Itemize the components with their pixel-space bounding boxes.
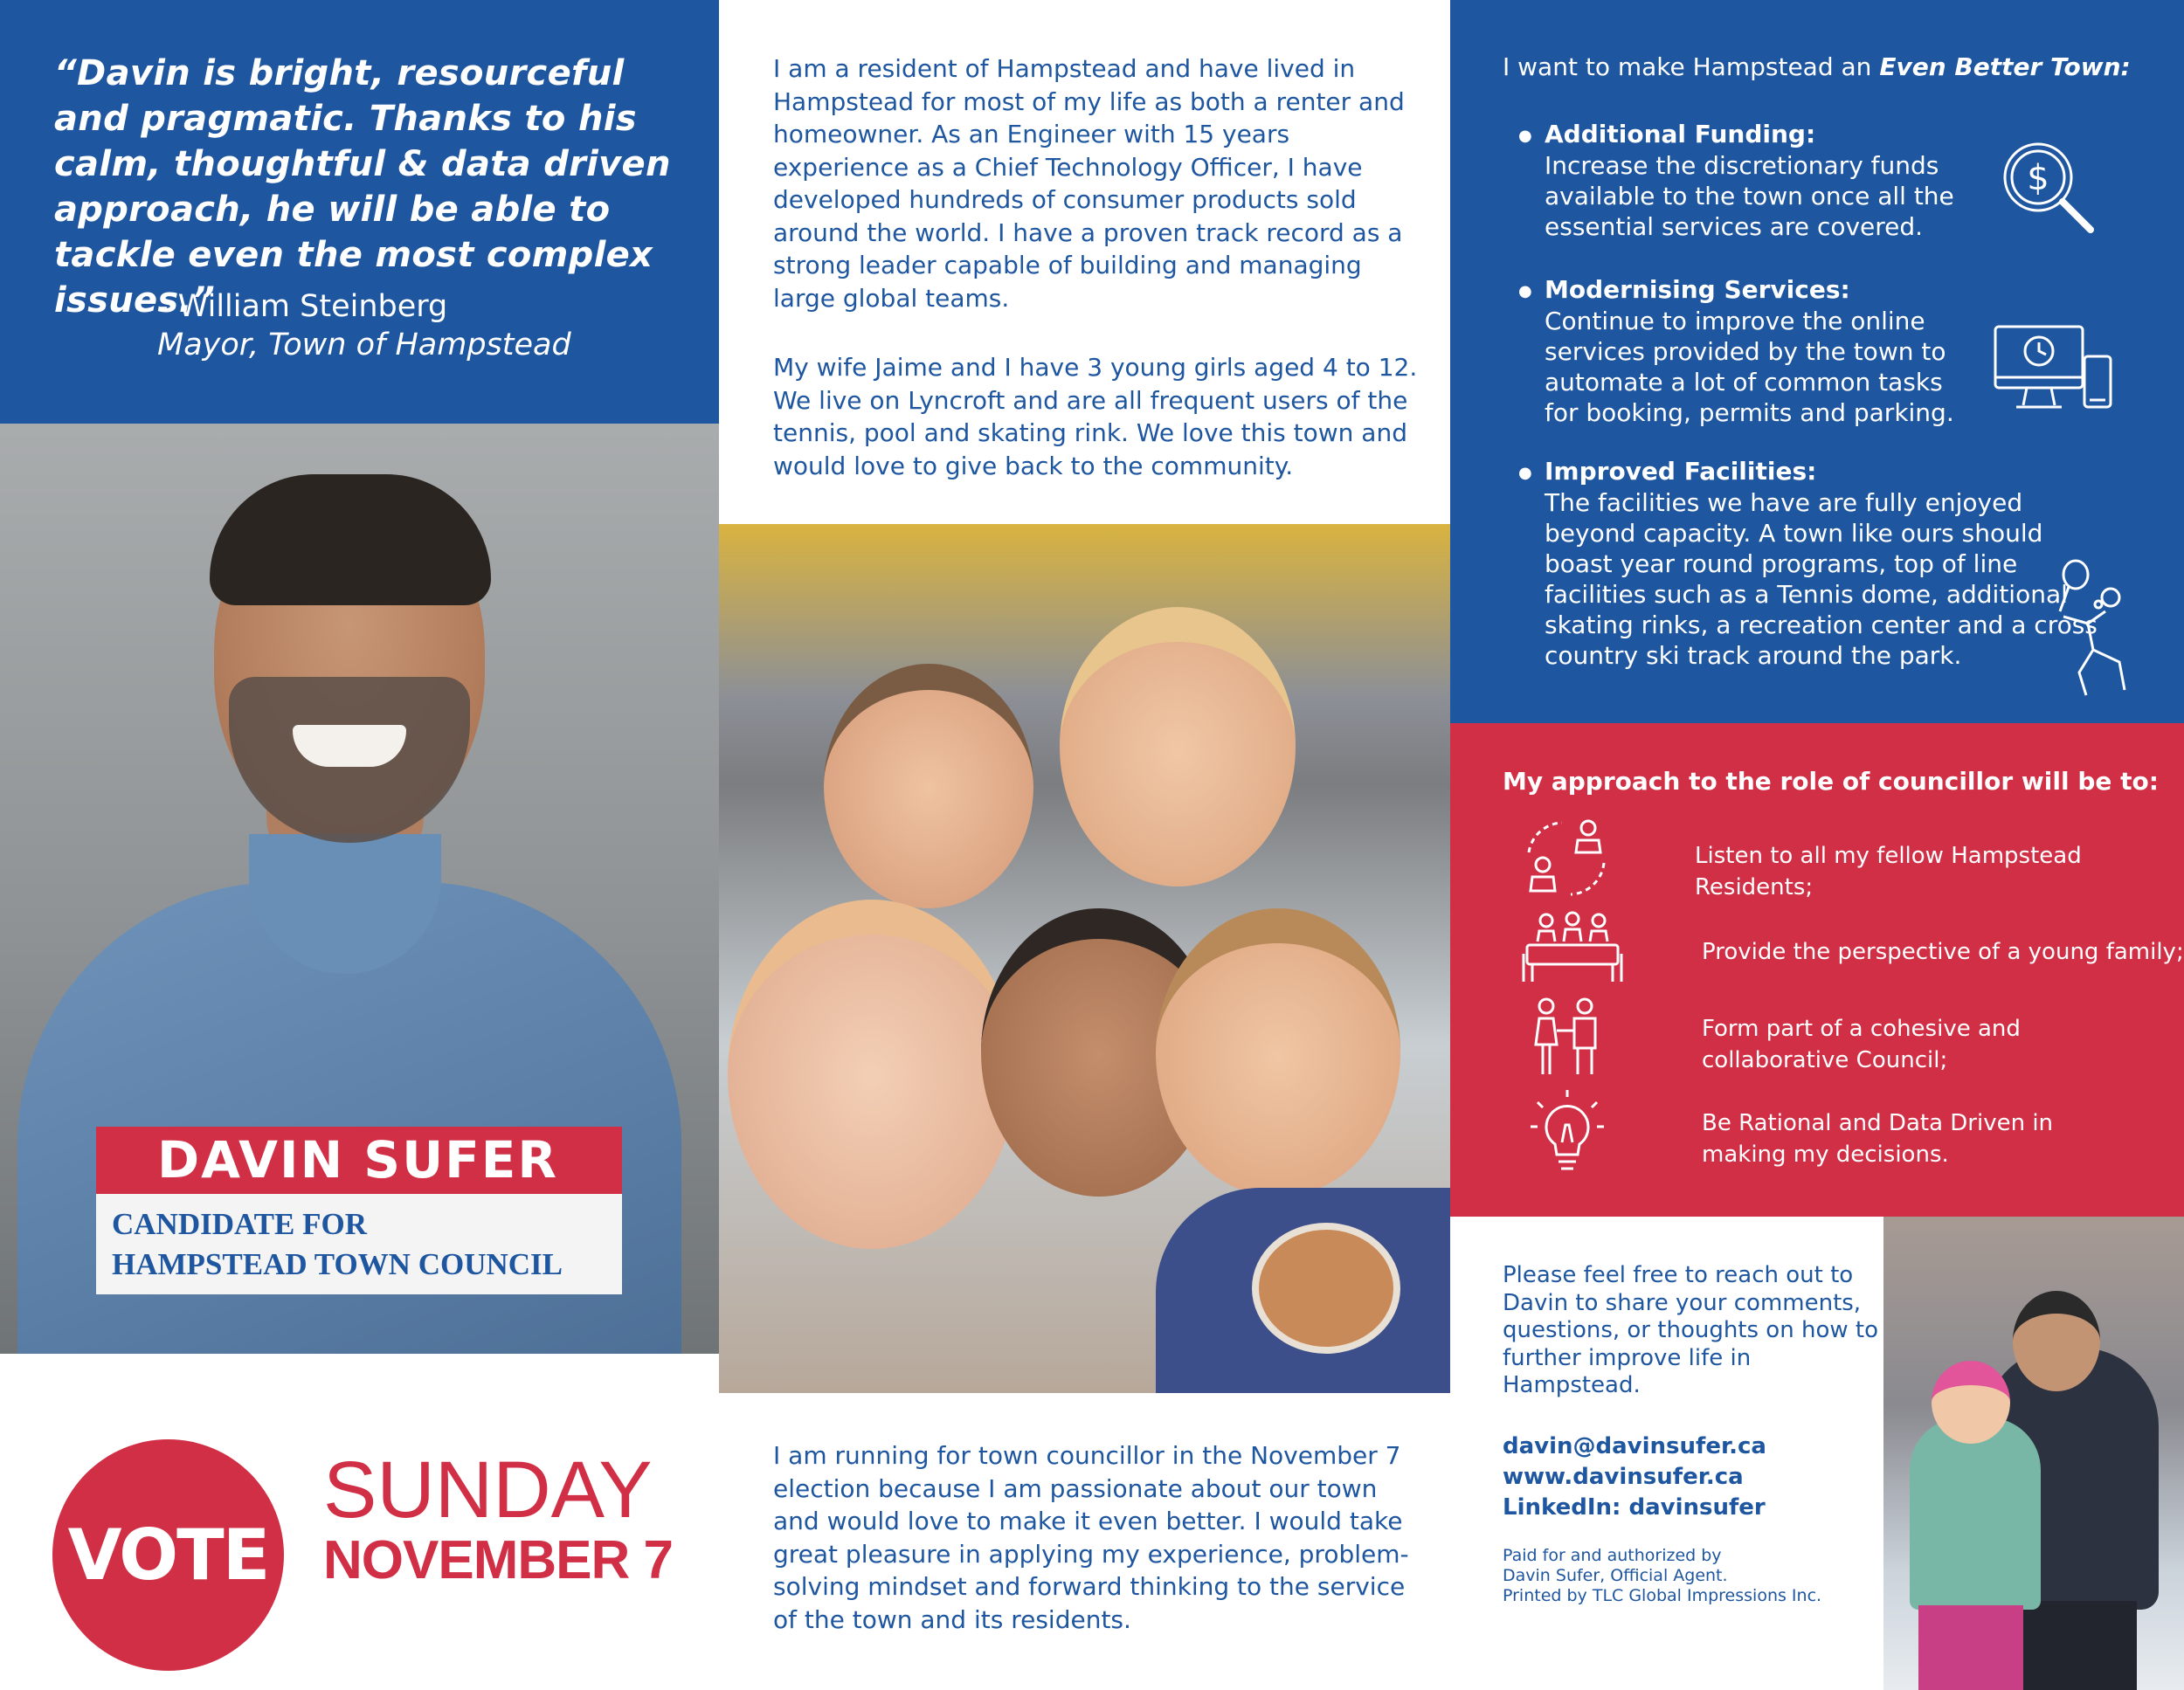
- approach-item-listen: [1520, 814, 2184, 901]
- photo-puppy-print: [1252, 1223, 1400, 1354]
- contact-website-link[interactable]: www.davinsufer.ca: [1503, 1463, 1744, 1490]
- family-photo: [719, 524, 1450, 1393]
- quote-panel: [0, 0, 719, 424]
- intro-paragraph-2: My wife Jaime and I have 3 young girls aged 4 to 12. We live on Lyncroft and are all frequent users of the tennis, pool and skating rink. We love this town and would love to give back to the community.: [773, 353, 1418, 480]
- goal-body: Increase the discretionary funds available to the town once all the essential services are covered.: [1545, 151, 1954, 241]
- intro-paragraph-1: I am a resident of Hampstead and have lived in Hampstead for most of my life as both a renter and homeowner. As an Engineer with 15 years experience as a Chief Technology Officer, I have developed hundreds of consumer products sold around the world. I have a proven track record as a strong leader capable of building and managing large global teams.: [773, 54, 1405, 313]
- photo-girl-top: [1060, 607, 1296, 886]
- approach-item-council: [1520, 996, 2184, 1083]
- photo-girl-left: [824, 664, 1033, 908]
- vision-panel: [1450, 0, 2184, 723]
- vision-heading-text: I want to make Hampstead an: [1503, 52, 1880, 81]
- photo-girl-right: [1156, 908, 1400, 1197]
- tennis-player-icon: [2044, 559, 2140, 699]
- contact-links: [1503, 1431, 1887, 1523]
- lightbulb-icon: [1520, 1090, 1616, 1177]
- devices-icon: [1992, 323, 2114, 419]
- approach-panel: [1450, 723, 2184, 1217]
- svg-text:$: $: [2027, 158, 2049, 198]
- photo-father-head: [2013, 1291, 2100, 1391]
- approach-item-perspective: [1520, 907, 2184, 994]
- goal-body: The facilities we have are fully enjoyed beyond capacity. A town like ours should boast year round programs, top of line facilities such as a Tennis dome, additional skating rinks, a recreation center and a cross country ski track around the park.: [1545, 488, 2098, 670]
- disclaimer-line: Paid for and authorized by: [1503, 1545, 1722, 1565]
- contact-linkedin-link[interactable]: LinkedIn: davinsufer: [1503, 1493, 1766, 1521]
- quote-author-title: Mayor, Town of Hampstead: [157, 328, 571, 362]
- candidate-role-line2: HAMPSTEAD TOWN COUNCIL: [112, 1247, 563, 1281]
- goal-body: Continue to improve the online services provided by the town to automate a lot of common tasks for booking, permits and parking.: [1545, 307, 1954, 427]
- photo-girl-legs: [1918, 1605, 2023, 1690]
- photo-mother: [728, 900, 1016, 1249]
- candidate-role-box: [96, 1194, 622, 1294]
- disclaimer-line: Printed by TLC Global Impressions Inc.: [1503, 1585, 1822, 1605]
- approach-label: Listen to all my fellow Hampstead Residents;: [1695, 843, 2082, 900]
- approach-label: Provide the perspective of a young family;: [1702, 939, 2184, 965]
- candidate-name-banner: DAVIN SUFER: [96, 1127, 622, 1194]
- approach-item-rational: [1520, 1090, 2184, 1177]
- contact-invitation: Please feel free to reach out to Davin to share your comments, questions, or thoughts on how to further improve life in Hampstead.: [1503, 1262, 1878, 1398]
- goal-title: ● Improved Facilities:: [1518, 456, 2112, 487]
- approach-label: Be Rational and Data Driven in making my decisions.: [1702, 1110, 2054, 1168]
- approach-heading: My approach to the role of councillor will be to:: [1503, 767, 2159, 796]
- contact-email-link[interactable]: davin@davinsufer.ca: [1503, 1432, 1766, 1459]
- dollar-magnifier-icon: [1996, 135, 2101, 240]
- closing-paragraph: I am running for town councillor in the November 7 election because I am passionate about our town and would love to make it even better. I would take great pleasure in applying my experience, problem-solving mindset and forward thinking to the service of the town and its residents.: [773, 1441, 1409, 1634]
- vote-date: NOVEMBER 7: [323, 1530, 673, 1590]
- conversation-icon: [1520, 814, 1616, 901]
- candidate-role-line1: CANDIDATE FOR: [112, 1207, 367, 1241]
- quote-author: - William Steinberg: [157, 289, 448, 324]
- vote-badge: VOTE: [52, 1439, 284, 1671]
- approach-label: Form part of a cohesive and collaborative Council;: [1702, 1016, 2021, 1073]
- disclaimer-line: Davin Sufer, Official Agent.: [1503, 1565, 1728, 1585]
- family-icon: [1520, 996, 1616, 1083]
- portrait-smile: [293, 725, 406, 767]
- photo-girl-jacket: [1910, 1418, 2041, 1610]
- photo-father-legs: [2023, 1601, 2137, 1690]
- portrait-hair: [210, 474, 491, 605]
- candidate-portrait-photo: [0, 424, 719, 1354]
- contact-block: [1503, 1262, 1887, 1606]
- vision-heading: [1503, 51, 2131, 84]
- vote-day: SUNDAY: [323, 1446, 653, 1534]
- vision-heading-emphasis: Even Better Town:: [1879, 52, 2131, 81]
- meeting-table-icon: [1520, 907, 1625, 994]
- goal-title: ● Modernising Services:: [1518, 274, 2112, 306]
- skating-rink-photo: [1883, 1217, 2184, 1690]
- endorsement-quote: “Davin is bright, resourceful and pragmatic. Thanks to his calm, thoughtful & data driven approach, he will be able to tackle even the most complex issues.”: [54, 53, 671, 321]
- photo-girl-helmet: [1932, 1361, 2010, 1444]
- goal-improved-facilities: [1518, 456, 2112, 671]
- goal-title: ● Additional Funding:: [1518, 119, 2112, 150]
- authorization-disclaimer: [1503, 1546, 1887, 1606]
